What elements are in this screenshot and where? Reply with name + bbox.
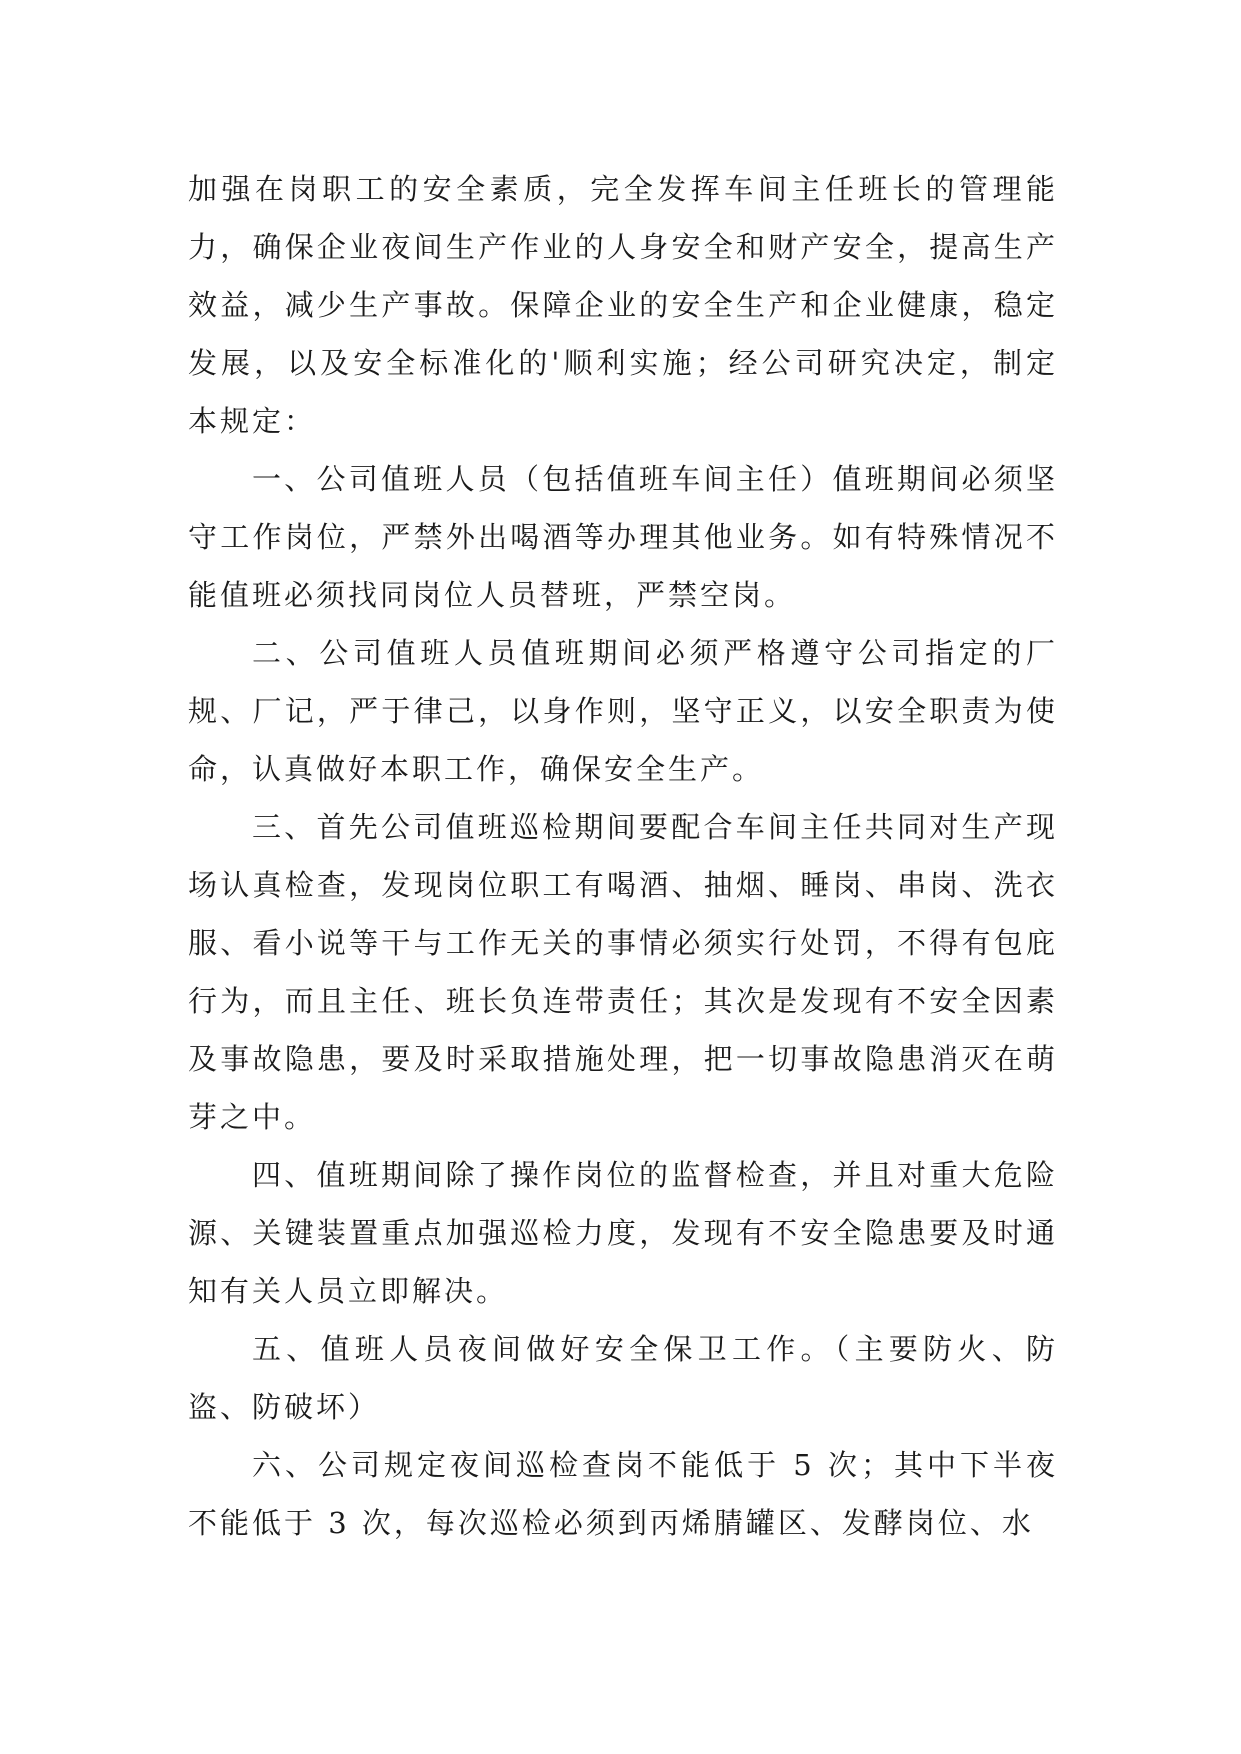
intro-paragraph: 加强在岗职工的安全素质，完全发挥车间主任班长的管理能力，确保企业夜间生产作业的人身安全和财产安全，提高生产效益，减少生产事故。保障企业的安全生产和企业健康，稳定发展，以及安全标准化的'顺利实施；经公司研究决定，制定本规定： (188, 172, 1058, 438)
rule-4-paragraph: 四、值班期间除了操作岗位的监督检查，并且对重大危险源、关键装置重点加强巡检力度，发现有不安全隐患要及时通知有关人员立即解决。 (188, 1158, 1058, 1308)
rule-1-paragraph: 一、公司值班人员（包括值班车间主任）值班期间必须坚守工作岗位，严禁外出喝酒等办理其他业务。如有特殊情况不能值班必须找同岗位人员替班，严禁空岗。 (188, 462, 1058, 612)
rule-6-paragraph: 六、公司规定夜间巡检查岗不能低于 5 次；其中下半夜不能低于 3 次，每次巡检必须到丙烯腈罐区、发酵岗位、水 (188, 1448, 1058, 1540)
document-body (188, 160, 1058, 1552)
rule-2-paragraph: 二、公司值班人员值班期间必须严格遵守公司指定的厂规、厂记，严于律己，以身作则，坚守正义，以安全职责为使命，认真做好本职工作，确保安全生产。 (188, 636, 1058, 786)
rule-5-paragraph: 五、值班人员夜间做好安全保卫工作。（主要防火、防盗、防破坏） (188, 1332, 1058, 1424)
rule-3-paragraph: 三、首先公司值班巡检期间要配合车间主任共同对生产现场认真检查，发现岗位职工有喝酒、抽烟、睡岗、串岗、洗衣服、看小说等干与工作无关的事情必须实行处罚，不得有包庇行为，而且主任、班长负连带责任；其次是发现有不安全因素及事故隐患，要及时采取措施处理，把一切事故隐患消灭在萌芽之中。 (188, 810, 1058, 1134)
